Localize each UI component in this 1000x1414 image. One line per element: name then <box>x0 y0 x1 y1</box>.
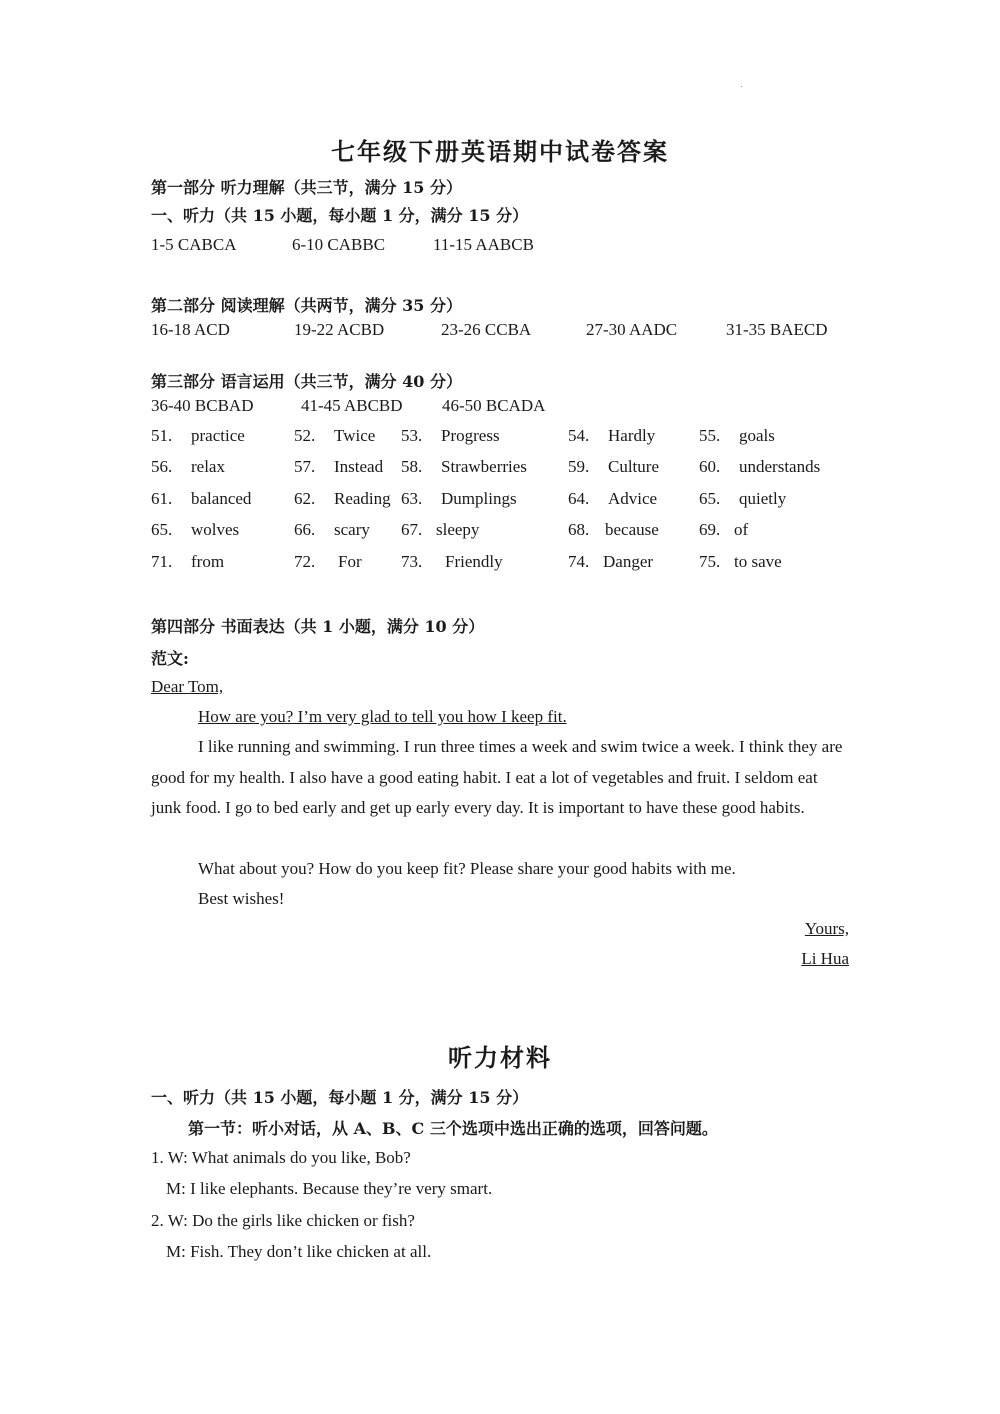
answer-group: 41-45 ABCBD <box>301 396 403 415</box>
answer-number: 65. <box>151 520 173 539</box>
part1-heading: 第一部分 听力理解（共三节，满分 15 分） <box>151 178 462 197</box>
answer-group: 31-35 BAECD <box>726 320 828 339</box>
letter-question-line: What about you? How do you keep fit? Please share your good habits with me. <box>198 859 736 878</box>
answer-word: Culture <box>608 457 659 476</box>
part1-subheading: 一、听力（共 15 小题，每小题 1 分，满分 15 分） <box>151 206 529 225</box>
answer-number: 75. <box>699 552 721 571</box>
answer-number: 68. <box>568 520 590 539</box>
answer-word: Progress <box>441 426 500 445</box>
answer-word: quietly <box>739 489 787 508</box>
answer-word: practice <box>191 426 245 445</box>
answer-group: 6-10 CABBC <box>292 235 386 254</box>
answer-number: 53. <box>401 426 423 445</box>
answer-word: Twice <box>334 426 376 445</box>
page-title: 七年级下册英语期中试卷答案 <box>331 137 669 166</box>
answer-word: understands <box>739 457 821 476</box>
listening-subheading: 一、听力（共 15 小题，每小题 1 分，满分 15 分） <box>151 1088 529 1107</box>
answer-group: 16-18 ACD <box>151 320 230 339</box>
answer-number: 69. <box>699 520 721 539</box>
answer-word: of <box>734 520 749 539</box>
answer-word: balanced <box>191 489 252 508</box>
answer-number: 72. <box>294 552 316 571</box>
answer-group: 23-26 CCBA <box>441 320 532 339</box>
answer-word: scary <box>334 520 370 539</box>
letter-closing: Best wishes! <box>198 889 285 908</box>
answer-number: 64. <box>568 489 590 508</box>
answer-number: 74. <box>568 552 590 571</box>
answer-number: 73. <box>401 552 423 571</box>
answer-group: 36-40 BCBAD <box>151 396 254 415</box>
answer-word: Advice <box>608 489 658 508</box>
answer-group: 11-15 AABCB <box>433 235 534 254</box>
answer-word: Hardly <box>608 426 656 445</box>
part3-heading: 第三部分 语言运用（共三节，满分 40 分） <box>151 372 462 391</box>
answer-number: 55. <box>699 426 721 445</box>
listening-title: 听力材料 <box>448 1043 552 1072</box>
answer-number: 61. <box>151 489 173 508</box>
answer-number: 66. <box>294 520 316 539</box>
answer-word: relax <box>191 457 225 476</box>
dialogue-line: M: Fish. They don’t like chicken at all. <box>166 1242 432 1261</box>
answer-number: 59. <box>568 457 590 476</box>
answer-word: Dumplings <box>441 489 517 508</box>
answer-number: 65. <box>699 489 721 508</box>
listening-section-heading: 第一节：听小对话，从 A、B、C 三个选项中选出正确的选项，回答问题。 <box>188 1119 718 1138</box>
scan-dot <box>741 86 742 87</box>
answer-word: Strawberries <box>441 457 527 476</box>
letter-signature: Li Hua <box>801 949 849 968</box>
answer-number: 60. <box>699 457 721 476</box>
answer-number: 54. <box>568 426 590 445</box>
answer-number: 58. <box>401 457 423 476</box>
answer-number: 52. <box>294 426 316 445</box>
answer-number: 71. <box>151 552 173 571</box>
answer-word: because <box>605 520 659 539</box>
sample-label: 范文: <box>151 649 189 668</box>
letter-yours: Yours, <box>804 919 849 938</box>
answer-group: 27-30 AADC <box>586 320 678 339</box>
answer-number: 57. <box>294 457 316 476</box>
letter-body-paragraph: I like running and swimming. I run three times a week and swim twice a week. I think they are good for my health. I also have a good eating habit. I eat a lot of vegetables and fruit. I seldom eat junk food. I go to bed early and get up early every day. It is important to have these good habits. <box>151 737 843 817</box>
dialogue-line: 2. W: Do the girls like chicken or fish? <box>151 1211 415 1230</box>
answer-word: wolves <box>191 520 240 539</box>
answer-word: For <box>338 552 362 571</box>
answer-word: sleepy <box>436 520 480 539</box>
answer-word: Instead <box>334 457 384 476</box>
answer-word: goals <box>739 426 775 445</box>
answer-word: to save <box>734 552 782 571</box>
answer-word: Reading <box>334 489 391 508</box>
answer-word: Danger <box>603 552 654 571</box>
answer-group: 19-22 ACBD <box>294 320 385 339</box>
answer-word: from <box>191 552 225 571</box>
answer-word: Friendly <box>445 552 503 571</box>
answer-number: 67. <box>401 520 423 539</box>
answer-number: 56. <box>151 457 173 476</box>
answer-group: 46-50 BCADA <box>442 396 546 415</box>
letter-opening-line: How are you? I’m very glad to tell you how I keep fit. <box>198 707 567 726</box>
answer-number: 63. <box>401 489 423 508</box>
letter-salutation: Dear Tom, <box>151 677 224 696</box>
dialogue-line: 1. W: What animals do you like, Bob? <box>151 1148 411 1167</box>
dialogue-line: M: I like elephants. Because they’re very smart. <box>166 1179 493 1198</box>
answer-number: 62. <box>294 489 316 508</box>
answer-number: 51. <box>151 426 173 445</box>
part2-heading: 第二部分 阅读理解（共两节，满分 35 分） <box>151 296 462 315</box>
answer-group: 1-5 CABCA <box>151 235 237 254</box>
part4-heading: 第四部分 书面表达（共 1 小题，满分 10 分） <box>151 617 485 636</box>
